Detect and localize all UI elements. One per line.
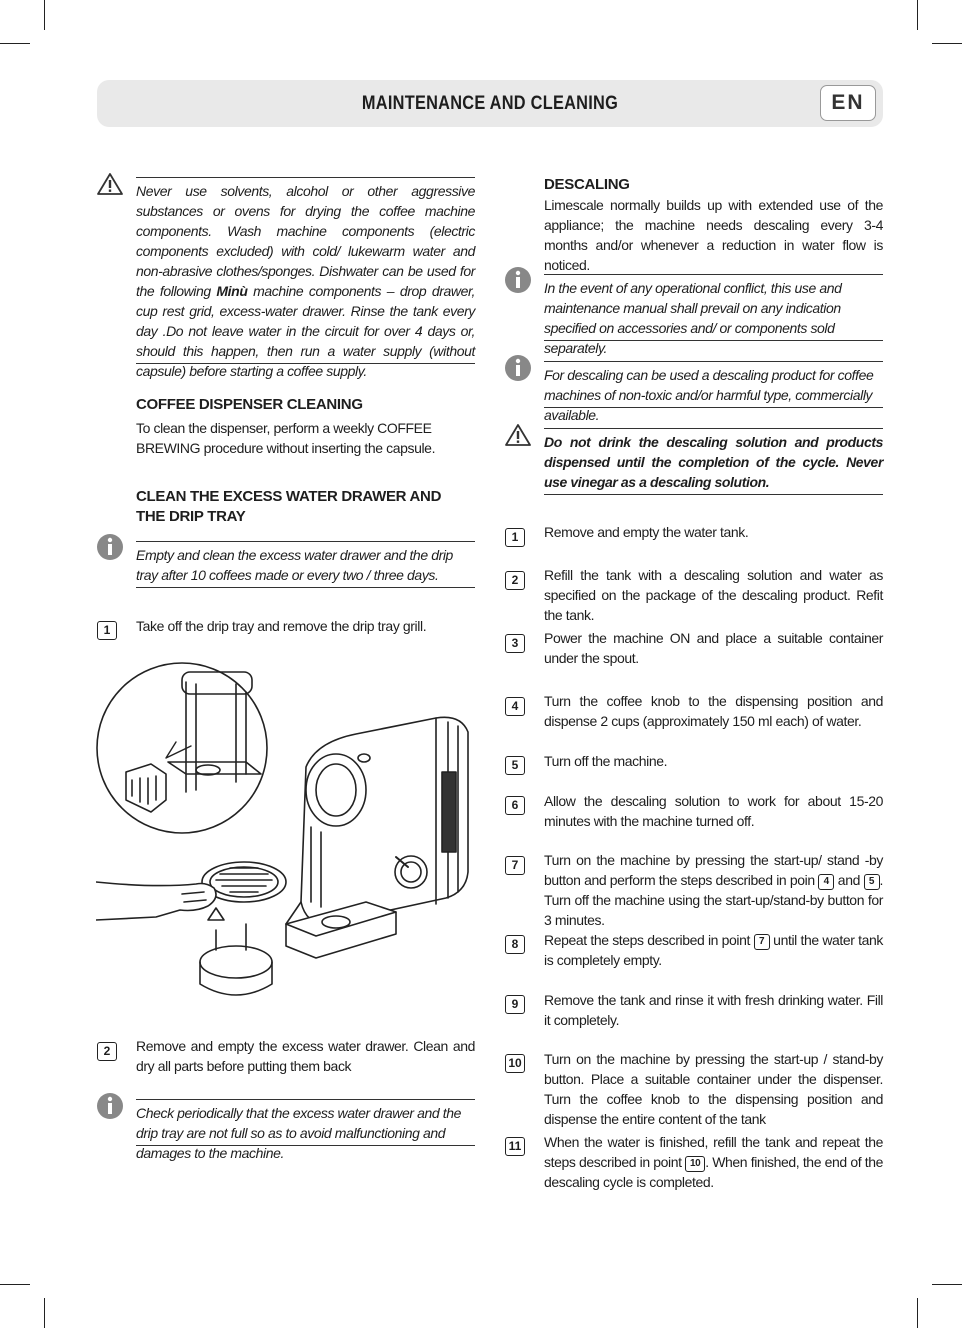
descaling-intro: Limescale normally builds up with extended use of the appliance; the machine needs descaling every 3-4 months and/or whenever a reduction in water flow is noticed. bbox=[544, 197, 883, 273]
descaling-step-text: Remove the tank and rinse it with fresh drinking water. Fill it completely. bbox=[544, 992, 883, 1028]
info-icon bbox=[504, 354, 532, 382]
step-text-part: . When finished, the end of the descaling cycle is completed. bbox=[544, 1154, 883, 1190]
descaling-heading: DESCALING bbox=[544, 176, 630, 193]
step-number: 2 bbox=[505, 571, 525, 590]
warning-note bbox=[136, 177, 475, 379]
step-number: 7 bbox=[505, 856, 525, 875]
warning-text-end: machine components – drop drawer, cup rest grid, excess-water drawer. Rinse the tank every day .Do not leave water in the circuit for over 4 days or, should this happen, then run a water supply (without capsule) before starting a coffee supply. bbox=[136, 283, 475, 379]
step-text-part: Turn on the machine by pressing the start-up/ stand -by button and perform the steps described in poin bbox=[544, 852, 883, 888]
descaling-step-text: Turn the coffee knob to the dispensing position and dispense 2 cups (approximately 150 ml each) of water. bbox=[544, 693, 883, 729]
drawer-step-text: Remove and empty the excess water drawer. Clean and dry all parts before putting them back bbox=[136, 1038, 475, 1074]
descaling-step-text: Refill the tank with a descaling solution and water as specified on the package of the descaling product. Refit the tank. bbox=[544, 567, 883, 623]
crop-mark bbox=[44, 1298, 45, 1328]
drip-tray-removal-illustration bbox=[96, 662, 478, 1008]
descaling-step-text bbox=[544, 850, 883, 930]
crop-mark bbox=[932, 43, 962, 44]
crop-mark bbox=[917, 0, 918, 30]
step-text-part: When the water is finished, refill the tank and repeat the steps described in point bbox=[544, 1134, 883, 1170]
step-number: 8 bbox=[505, 935, 525, 954]
descaling-step-text bbox=[544, 930, 883, 970]
drawer-step-text: Take off the drip tray and remove the drip tray grill. bbox=[136, 618, 427, 634]
manual-priority-note: In the event of any operational conflict, this use and maintenance manual shall prevail on any indication specified on accessories and/ or components sold separately. bbox=[544, 274, 883, 341]
crop-mark bbox=[0, 43, 30, 44]
step-number: 3 bbox=[505, 634, 525, 653]
info-icon bbox=[96, 533, 124, 561]
descaling-product-note: For descaling can be used a descaling product for coffee machines of non-toxic and/or harmful type, commercially available. bbox=[544, 361, 883, 408]
descaling-step-text: Turn off the machine. bbox=[544, 753, 668, 769]
step-number: 2 bbox=[97, 1042, 117, 1061]
step-number: 5 bbox=[505, 756, 525, 775]
crop-mark bbox=[0, 1284, 30, 1285]
page-title: MAINTENANCE AND CLEANING bbox=[361, 93, 619, 114]
info-icon bbox=[504, 266, 532, 294]
crop-mark bbox=[932, 1284, 962, 1285]
descaling-step-text bbox=[544, 1132, 883, 1192]
descaling-step-text: Turn on the machine by pressing the start-up / stand-by button. Place a suitable container under the dispenser. Turn the coffee knob to the dispensing position and dispense the entire content of the tank bbox=[544, 1051, 883, 1127]
descaling-step-text: Remove and empty the water tank. bbox=[544, 524, 749, 540]
brand-name: Minù bbox=[216, 283, 248, 299]
step-reference: 7 bbox=[754, 934, 770, 950]
crop-mark bbox=[917, 1298, 918, 1328]
step-text-part: Repeat the steps described in point bbox=[544, 932, 754, 948]
dispenser-heading: COFFEE DISPENSER CLEANING bbox=[136, 396, 363, 413]
step-number: 1 bbox=[97, 621, 117, 640]
step-number: 4 bbox=[505, 697, 525, 716]
step-text-part: and bbox=[834, 872, 864, 888]
step-number: 9 bbox=[505, 995, 525, 1014]
step-reference: 5 bbox=[864, 874, 880, 890]
language-badge: EN bbox=[820, 85, 876, 121]
crop-mark bbox=[44, 0, 45, 30]
step-number: 10 bbox=[505, 1054, 525, 1073]
step-number: 6 bbox=[505, 796, 525, 815]
descaling-step-text: Allow the descaling solution to work for about 15-20 minutes with the machine turned off. bbox=[544, 793, 883, 829]
descaling-step-text: Power the machine ON and place a suitable container under the spout. bbox=[544, 630, 883, 666]
step-text-part: . Turn off the machine using the start-up/stand-by button for 3 minutes. bbox=[544, 872, 884, 928]
descaling-warning-note: Do not drink the descaling solution and products dispensed until the completion of the cycle. Never use vinegar as a descaling solution. bbox=[544, 428, 883, 495]
step-number: 1 bbox=[505, 528, 525, 547]
step-reference: 4 bbox=[818, 874, 834, 890]
drawer-heading: CLEAN THE EXCESS WATER DRAWER AND THE DRIP TRAY bbox=[136, 488, 442, 525]
dispenser-text: To clean the dispenser, perform a weekly COFFEE BREWING procedure without inserting the capsule. bbox=[136, 420, 436, 456]
step-text-part: until the water tank is completely empty. bbox=[544, 932, 884, 968]
warning-text-start: Never use solvents, alcohol or other aggressive substances or ovens for drying the coffee machine components. Wash machine components (electric components excluded) with cold/ lukewarm water and non-abrasive clothes/sponges. Dishwater can be used for the following bbox=[136, 183, 475, 299]
page-header bbox=[97, 80, 883, 127]
step-number: 11 bbox=[505, 1137, 525, 1156]
warning-icon bbox=[504, 423, 532, 447]
info-icon bbox=[96, 1092, 124, 1120]
warning-icon bbox=[96, 172, 124, 196]
drawer-check-note: Check periodically that the excess water drawer and the drip tray are not full so as to avoid malfunctioning and damages to the machine. bbox=[136, 1099, 475, 1146]
drawer-info-note: Empty and clean the excess water drawer and the drip tray after 10 coffees made or every two / three days. bbox=[136, 541, 475, 588]
step-reference: 10 bbox=[685, 1156, 705, 1172]
